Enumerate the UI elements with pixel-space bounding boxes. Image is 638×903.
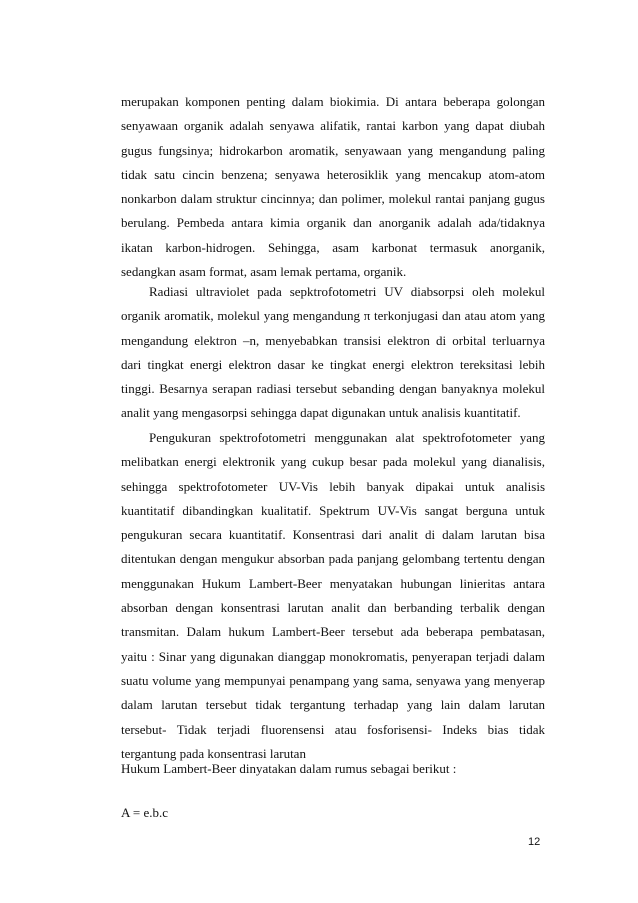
page-number: 12 <box>528 836 541 848</box>
paragraph-uv-radiation: Radiasi ultraviolet pada sepktrofotometri UV diabsorpsi oleh molekul organik aromatik, molekul yang mengandung π terkonjugasi dan atau atom yang mengandung elektron –n, menyebabkan transisi elektron di orbital terluarnya dari tingkat energi elektron dasar ke tingkat energi elektron tereksitasi lebih tinggi. Besarnya serapan radiasi tersebut sebanding dengan banyaknya molekul analit yang mengasorpsi sehingga dapat digunakan untuk analisis kuantitatif. <box>121 284 545 421</box>
equation-lambert-beer: A = e.b.c <box>121 805 169 820</box>
paragraph-spectrophotometry-measurement: Pengukuran spektrofotometri menggunakan alat spektrofotometer yang melibatkan energi elektronik yang cukup besar pada molekul yang dianalisis, sehingga spektrofotometer UV-Vis lebih banyak dipakai untuk analisis kuantitatif dibandingkan kualitatif. Spektrum UV-Vis sangat berguna untuk pengukuran secara kuantitatif. Konsentrasi dari analit di dalam larutan bisa ditentukan dengan mengukur absorban pada panjang gelombang tertentu dengan menggunakan Hukum Lambert-Beer menyatakan hubungan linieritas antara absorban dengan konsentrasi larutan analit dan berbanding terbalik dengan transmitan. Dalam hukum Lambert-Beer tersebut ada beberapa pembatasan, yaitu : Sinar yang digunakan dianggap monokromatis, penyerapan terjadi dalam suatu volume yang mempunyai penampang yang sama, senyawa yang menyerap dalam larutan tersebut tidak tergantung terhadap yang lain dalam larutan tersebut- Tidak terjadi fluorensensi atau fosforisensi- Indeks bias tidak tergantung pada konsentrasi larutan <box>121 430 545 761</box>
paragraph-lambert-beer-intro: Hukum Lambert-Beer dinyatakan dalam rumus sebagai berikut : <box>121 761 457 776</box>
paragraph-organic-chemistry: merupakan komponen penting dalam biokimia. Di antara beberapa golongan senyawaan organik adalah senyawa alifatik, rantai karbon yang dapat diubah gugus fungsinya; hidrokarbon aromatik, senyawaan yang mengandung paling tidak satu cincin benzena; senyawa heterosiklik yang mencakup atom-atom nonkarbon dalam struktur cincinnya; dan polimer, molekul rantai panjang gugus berulang. Pembeda antara kimia organik dan anorganik adalah ada/tidaknya ikatan karbon-hidrogen. Sehingga, asam karbonat termasuk anorganik, sedangkan asam format, asam lemak pertama, organik. <box>121 94 545 280</box>
